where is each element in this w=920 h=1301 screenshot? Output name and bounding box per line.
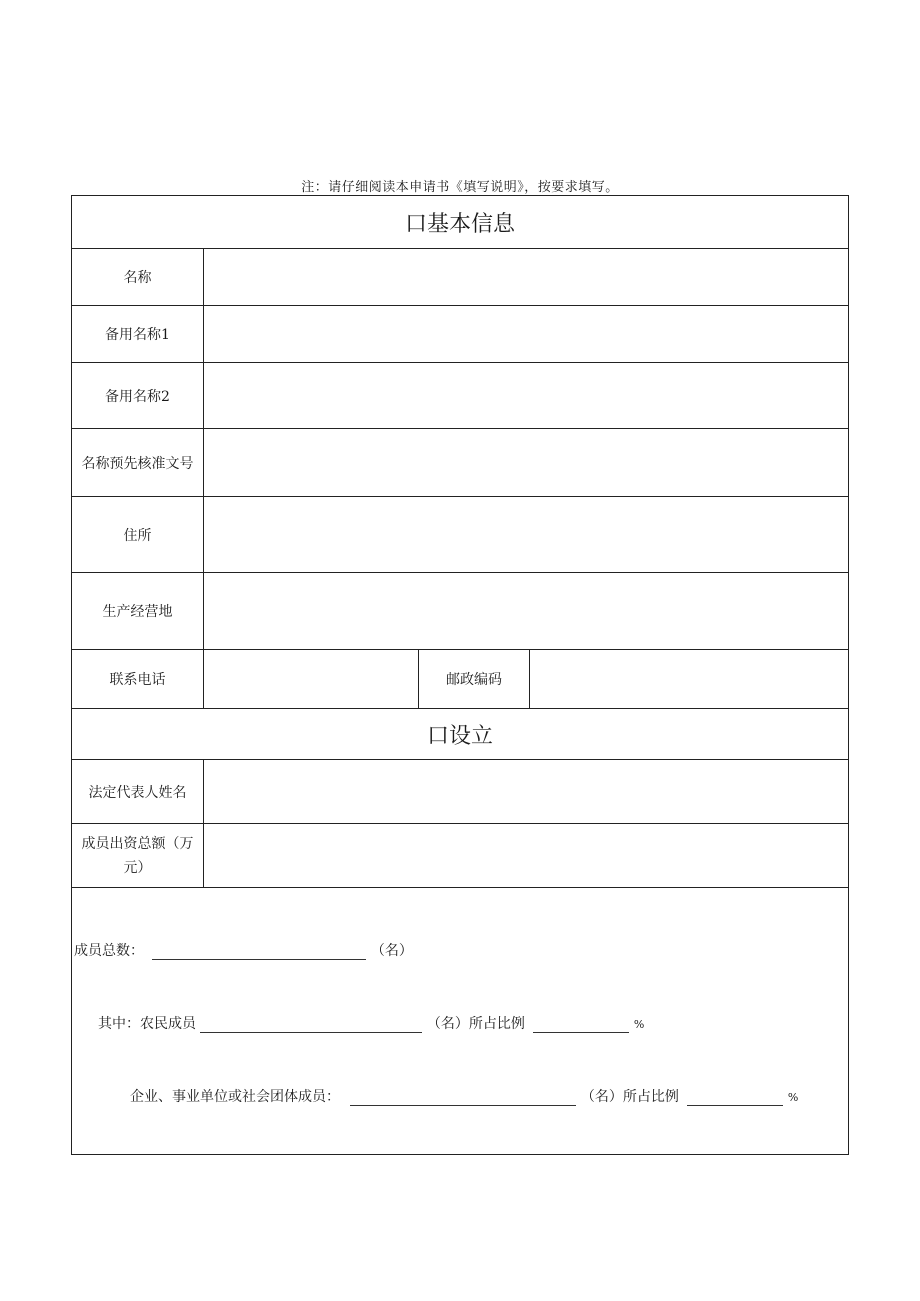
label-name-approval-no: 名称预先核准文号 bbox=[72, 429, 204, 496]
row-production-site bbox=[72, 573, 848, 650]
label-total-capital: 成员出资总额（万元） bbox=[72, 824, 204, 887]
farmer-percent-sign: % bbox=[633, 1018, 645, 1031]
org-member-line bbox=[130, 1086, 798, 1106]
farmer-member-line bbox=[98, 1013, 644, 1033]
org-member-count-input[interactable] bbox=[350, 1091, 576, 1106]
row-contact bbox=[72, 650, 848, 709]
application-form bbox=[71, 195, 849, 1155]
member-total-unit: （名） bbox=[370, 943, 413, 959]
section-title-establish: 口设立 bbox=[426, 723, 493, 749]
row-total-capital bbox=[72, 824, 848, 888]
input-phone[interactable] bbox=[204, 650, 419, 708]
row-alt-name-1 bbox=[72, 306, 848, 363]
section-basic-info bbox=[72, 196, 848, 249]
label-name: 名称 bbox=[72, 249, 204, 305]
label-alt-name-2: 备用名称2 bbox=[72, 363, 204, 428]
input-residence[interactable] bbox=[204, 497, 848, 572]
org-member-label: 企业、事业单位或社会团体成员： bbox=[130, 1089, 340, 1105]
row-name-approval-no bbox=[72, 429, 848, 497]
label-legal-rep: 法定代表人姓名 bbox=[72, 760, 204, 823]
member-total-input[interactable] bbox=[152, 945, 366, 960]
input-alt-name-2[interactable] bbox=[204, 363, 848, 428]
farmer-member-label: 其中：农民成员 bbox=[98, 1016, 196, 1032]
row-name bbox=[72, 249, 848, 306]
row-residence bbox=[72, 497, 848, 573]
label-production-site: 生产经营地 bbox=[72, 573, 204, 649]
member-total-label: 成员总数： bbox=[74, 943, 144, 959]
input-name-approval-no[interactable] bbox=[204, 429, 848, 496]
farmer-member-count-input[interactable] bbox=[200, 1018, 422, 1033]
input-postal-code[interactable] bbox=[530, 650, 848, 708]
farmer-member-ratio-input[interactable] bbox=[533, 1018, 629, 1033]
label-phone: 联系电话 bbox=[72, 650, 204, 708]
section-title-basic-info: 口基本信息 bbox=[404, 211, 515, 237]
input-legal-rep[interactable] bbox=[204, 760, 848, 823]
org-member-ratio-input[interactable] bbox=[687, 1091, 783, 1106]
instruction-note: 注：请仔细阅读本申请书《填写说明》，按要求填写。 bbox=[301, 180, 619, 195]
farmer-member-unit: （名）所占比例 bbox=[426, 1016, 525, 1032]
org-percent-sign: % bbox=[787, 1091, 799, 1104]
row-legal-rep bbox=[72, 760, 848, 824]
input-total-capital[interactable] bbox=[204, 824, 848, 887]
input-name[interactable] bbox=[204, 249, 848, 305]
input-alt-name-1[interactable] bbox=[204, 306, 848, 362]
org-member-unit: （名）所占比例 bbox=[580, 1089, 679, 1105]
label-postal-code: 邮政编码 bbox=[419, 650, 530, 708]
member-total-line bbox=[74, 940, 413, 960]
row-alt-name-2 bbox=[72, 363, 848, 429]
input-production-site[interactable] bbox=[204, 573, 848, 649]
label-residence: 住所 bbox=[72, 497, 204, 572]
label-alt-name-1: 备用名称1 bbox=[72, 306, 204, 362]
section-establish bbox=[72, 709, 848, 760]
